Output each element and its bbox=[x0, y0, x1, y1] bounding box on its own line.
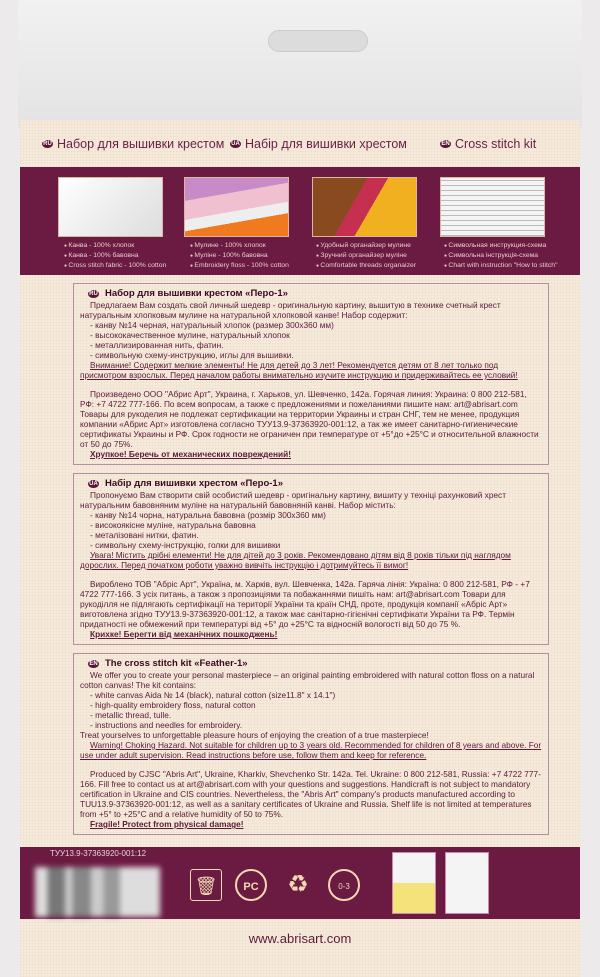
kit-item: - символьну схему-інструкцію, голки для вишивки bbox=[90, 540, 281, 550]
kit-item: - white canvas Aida № 14 (black), natural cotton (size11.8" x 14.1") bbox=[90, 690, 336, 700]
treat-text: Treat yourselves to unforgettable pleasure hours of enjoying the creation of a true masterpiece! bbox=[80, 730, 429, 740]
feature-text: ● Мулине - 100% хлопок bbox=[190, 241, 314, 251]
age-label: 0-3 bbox=[338, 882, 350, 891]
kit-item: - high-quality embroidery floss, natural cotton bbox=[90, 700, 256, 710]
fragile-text: Хрупкое! Беречь от механических повреждений! bbox=[90, 449, 292, 459]
producer-text: Вироблено ТОВ "Абріс Арт", Україна, м. Харків, вул. Шевченка, 142а. Гаряча лінія: Україна: 0 800 212-581, РФ - +7 4722 777-166. З усіх питань, а також з пропозиціями та побажаннями пишіть нам: art@abrisart.com Товари для рукоділля не підлягають сертифікації на території України та країн СНД, проте, продукція компанії «Абріс Арт» виготовлена згідно ТУУ13.9-37363920-001:12, а також має санітарно-гігієнічні сертифікати України та РФ. Термін придатності не обмежений при температурі від +5° до +25°C та відносній вологості від 50 до 75 %. bbox=[80, 579, 530, 629]
feature-text: ● Embroidery floss - 100% cotton bbox=[190, 261, 314, 271]
title-en bbox=[440, 137, 536, 151]
kit-item: - высококачественное мулине, натуральный хлопок bbox=[90, 330, 290, 340]
heading-en bbox=[88, 658, 542, 670]
feature-text: ● Канва - 100% хлопок bbox=[64, 241, 188, 251]
trash-bin-icon: 🗑 bbox=[190, 869, 222, 901]
flag-ua-icon: UA bbox=[89, 481, 98, 487]
kit-item: - канву №14 чорна, натуральна бавовна (розмір 300х360 мм) bbox=[90, 510, 326, 520]
canvas-photo bbox=[58, 177, 163, 237]
feature-text: ● Канва - 100% бавовна bbox=[64, 251, 188, 261]
description-ru bbox=[73, 283, 549, 465]
package-back bbox=[20, 120, 580, 977]
kit-item: - металізовані нитки, фатин. bbox=[90, 530, 199, 540]
heading-ua bbox=[88, 478, 542, 490]
kit-item: - metallic thread, tulle. bbox=[90, 710, 172, 720]
chart-photo bbox=[440, 177, 545, 237]
floss-photo bbox=[184, 177, 289, 237]
warning-text: Warning! Choking Hazard. Not suitable for children up to 3 years old. Recommended for children of 8 years and above. For use under adult supervision. Read instructions before use, follow them and keep for reference. bbox=[80, 740, 542, 760]
flag-ua-icon: UA bbox=[231, 141, 240, 147]
organizer-photo bbox=[312, 177, 417, 237]
intro-text: Пропонуємо Вам створити свій особистий шедевр - оригінальну картину, вишиту у техніці рахунковий хрест натуральним бавовняним муліне на натуральній бавовняній канві. Набор містить: bbox=[80, 490, 506, 510]
certificate-image bbox=[445, 852, 489, 914]
barcode bbox=[35, 867, 160, 917]
title-ru bbox=[42, 137, 224, 151]
title-ua-text: Набір для вишивки хрестом bbox=[245, 137, 407, 151]
kit-item: - instructions and needles for embroidery. bbox=[90, 720, 243, 730]
age-warning-icon bbox=[328, 869, 360, 901]
heading-ru bbox=[88, 288, 542, 300]
heading-text: Набір для вишивки хрестом «Перо-1» bbox=[105, 478, 283, 489]
features-chart bbox=[444, 241, 568, 271]
feature-text: ● Chart with instruction "How to stitch" bbox=[444, 261, 568, 271]
heading-text: The cross stitch kit «Feather-1» bbox=[105, 658, 248, 669]
fragile-text: Крихке! Берегти від механічних пошкоджень! bbox=[90, 629, 278, 639]
certificate-image bbox=[392, 852, 436, 914]
features-band bbox=[20, 167, 580, 275]
description-ua bbox=[73, 473, 549, 645]
kit-item: - високоякісне муліне, натуральна бавовна bbox=[90, 520, 256, 530]
title-row bbox=[20, 134, 580, 167]
intro-text: Предлагаем Вам создать свой личный шедевр - оригинальную картину, вышитую в технике счетный крест натуральным хлопковым мулине на натуральной хлопковой канве! Набор содержит: bbox=[80, 300, 501, 320]
kit-item: - символьную схему-инструкцию, иглы для вышивки. bbox=[90, 350, 294, 360]
intro-text: We offer you to create your personal masterpiece – an original painting embroidered with natural cotton floss on a natural cotton canvas! The kit contains: bbox=[80, 670, 535, 690]
producer-text: Produced by CJSC "Abris Art", Ukraine, Kharkiv, Shevchenko Str. 142a. Tel. Ukraine: 0 800 212-581, Russia: +7 4722 777-166. Fill free to contact us at art@abrisart.com with your questions and suggestions. Handicraft is not subject to mandatory certification in Ukraine and CIS countries. Nevertheless, the "Abris Art" company's products manufactured according to TUU13.9-37363920-001:12, as well as a sanitary certificates of Ukraine and Russia. Shelf life is not limited at temperatures from +5° to +25°C and a relative humidity of 50 to 75%. bbox=[80, 769, 541, 819]
feature-text: ● Зручний органайзер муліне bbox=[316, 251, 440, 261]
pct-certification-icon: PC bbox=[235, 869, 267, 901]
flag-en-icon: EN bbox=[89, 661, 98, 667]
flag-ru-icon: RU bbox=[43, 141, 52, 147]
kit-item: - металлизированная нить, фатин. bbox=[90, 340, 224, 350]
flag-ru-icon: RU bbox=[89, 291, 98, 297]
standard-code: ТУУ13.9-37363920-001:12 bbox=[50, 849, 147, 858]
feature-text: ● Символьная инструкция-схема bbox=[444, 241, 568, 251]
recycle-icon: ♻ bbox=[287, 871, 309, 898]
description-en bbox=[73, 653, 549, 835]
kit-item: - канву №14 черная, натуральный хлопок (размер 300х360 мм) bbox=[90, 320, 334, 330]
flag-en-icon: EN bbox=[441, 141, 450, 147]
feature-text: ● Удобный органайзер мулине bbox=[316, 241, 440, 251]
footer-band bbox=[20, 847, 580, 919]
warning-text: Увага! Містить дрібні елементи! Не для дітей до 3 років. Рекомендовано дітям від 8 років тільки під наглядом дорослих. Перед початком роботи уважно вивчіть інструкцію і дотримуйтесь її вимог! bbox=[80, 550, 511, 570]
feature-text: ● Муліне - 100% бавовна bbox=[190, 251, 314, 261]
title-en-text: Cross stitch kit bbox=[455, 137, 537, 151]
feature-text: ● Cross stitch fabric - 100% cotton bbox=[64, 261, 188, 271]
warning-text: Внимание! Содержит мелкие элементы! Не для детей до 3 лет! Рекомендуется детям от 8 лет только под присмотром взрослых. Перед началом работы внимательно изучите инструкцию и придерживайтесь ее условий! bbox=[80, 360, 518, 380]
feature-text: ● Символьна інструкція-схема bbox=[444, 251, 568, 261]
heading-text: Набор для вышивки крестом «Перо-1» bbox=[105, 288, 288, 299]
title-ru-text: Набор для вышивки крестом bbox=[57, 137, 225, 151]
hanger-tab bbox=[18, 0, 582, 130]
producer-text: Произведено ООО "Абрис Арт", Украина, г. Харьков, ул. Шевченко, 142а. Горячая линия: Украина: 0 800 212-581, РФ: +7 4722 777-166. По всем вопросам, а также с предложениями и пожеланиями пишите нам: art@abrisart.com Товары для рукоделия не подлежат сертификации на территории Украины и стран СНГ, тем не менее, продукция компании «Абрис Арт» изготовлена согласно ТУУ13.9-37363920-001:12, а так же имеет санитарно-гигиенические сертификаты Украины и РФ. Срок годности не ограничен при температуре от +5°до +25°C и относительной влажности от 50 до 75%. bbox=[80, 389, 539, 449]
features-floss bbox=[190, 241, 314, 271]
features-organizer bbox=[316, 241, 440, 271]
website-url[interactable]: www.abrisart.com bbox=[248, 931, 352, 946]
hang-hole bbox=[268, 30, 368, 52]
fragile-text: Fragile! Protect from physical damage! bbox=[90, 819, 244, 829]
feature-text: ● Comfortable threads organaizer bbox=[316, 261, 440, 271]
title-ua bbox=[230, 137, 407, 151]
features-canvas bbox=[64, 241, 188, 271]
